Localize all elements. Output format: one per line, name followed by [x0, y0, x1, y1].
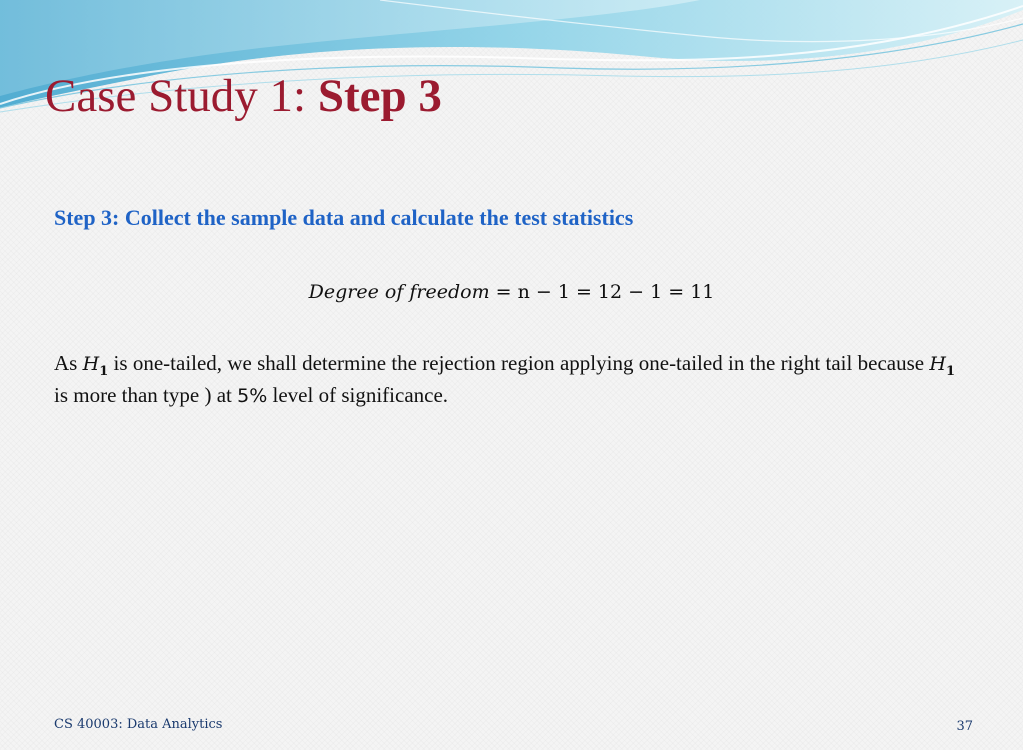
rejection-region-paragraph: [54, 348, 955, 412]
step-heading: Step 3: Collect the sample data and calculate the test statistics: [54, 205, 634, 230]
degree-of-freedom-equation: [0, 278, 1023, 306]
footer-course-label: CS 40003: Data Analytics: [54, 717, 223, 732]
paragraph-text-4: level of significance.: [267, 383, 449, 407]
slide-title-regular: Case Study 1:: [45, 70, 318, 122]
hypothesis-symbol: [82, 353, 109, 379]
paragraph-text-2: is one-tailed, we shall determine the rejection region applying one-tailed in the right tail because: [108, 351, 930, 375]
page-number: 37: [956, 719, 973, 734]
paragraph-text-1: As: [54, 351, 83, 375]
slide-title: [45, 66, 442, 126]
hypothesis-symbol: [929, 353, 956, 379]
equation-rest: = n − 1 = 12 − 1 = 11: [489, 281, 715, 303]
hypothesis-letter: H: [929, 353, 946, 375]
slide-title-bold: Step 3: [317, 70, 442, 122]
hypothesis-subscript: 1: [945, 363, 956, 379]
hypothesis-subscript: 1: [99, 363, 109, 379]
paragraph-text-3: is more than type ) at: [54, 383, 238, 407]
equation-label: Degree of freedom: [308, 281, 490, 303]
significance-level: 5%: [237, 385, 268, 407]
hypothesis-letter: H: [82, 353, 100, 375]
